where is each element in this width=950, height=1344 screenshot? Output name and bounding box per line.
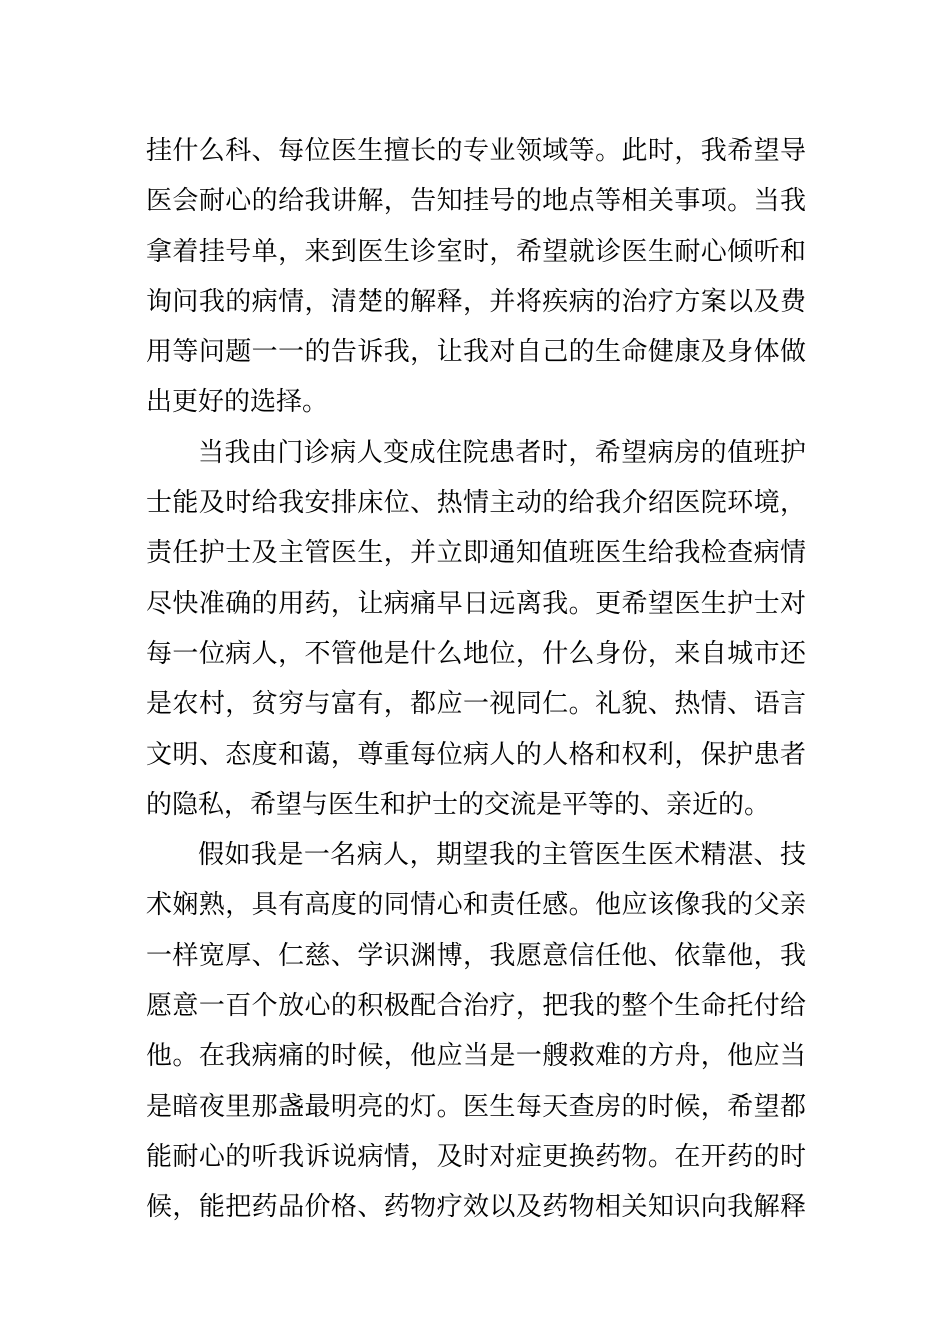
text-line: 询问我的病情，清楚的解释，并将疾病的治疗方案以及费 [146, 286, 806, 317]
text-line: 尽快准确的用药，让病痛早日远离我。更希望医生护士对 [146, 588, 806, 619]
text-line: 拿着挂号单，来到医生诊室时，希望就诊医生耐心倾听和 [146, 236, 806, 267]
text-line: 每一位病人，不管他是什么地位，什么身份，来自城市还 [146, 638, 806, 669]
text-line: 一样宽厚、仁慈、学识渊博，我愿意信任他、依靠他，我 [146, 940, 806, 971]
text-line: 的隐私，希望与医生和护士的交流是平等的、亲近的。 [146, 789, 771, 820]
paragraph-start-line: 假如我是一名病人，期望我的主管医生医术精湛、技 [198, 840, 806, 871]
text-line: 出更好的选择。 [146, 387, 329, 418]
text-line: 他。在我病痛的时候，他应当是一艘救难的方舟，他应当 [146, 1041, 806, 1072]
text-line: 用等问题一一的告诉我，让我对自己的生命健康及身体做 [146, 337, 806, 368]
text-line: 愿意一百个放心的积极配合治疗，把我的整个生命托付给 [146, 991, 806, 1022]
text-line: 候，能把药品价格、药物疗效以及药物相关知识向我解释 [146, 1192, 806, 1223]
paragraph-start-line: 当我由门诊病人变成住院患者时，希望病房的值班护 [198, 437, 806, 468]
text-line: 医会耐心的给我讲解，告知挂号的地点等相关事项。当我 [146, 186, 806, 217]
text-line: 士能及时给我安排床位、热情主动的给我介绍医院环境， [146, 488, 806, 519]
text-line: 责任护士及主管医生，并立即通知值班医生给我检查病情 [146, 538, 806, 569]
text-line: 是暗夜里那盏最明亮的灯。医生每天查房的时候，希望都 [146, 1091, 806, 1122]
text-line: 挂什么科、每位医生擅长的专业领域等。此时，我希望导 [146, 136, 806, 166]
text-line: 术娴熟，具有高度的同情心和责任感。他应该像我的父亲 [146, 890, 806, 921]
text-line: 文明、态度和蔼，尊重每位病人的人格和权利，保护患者 [146, 739, 806, 770]
text-line: 是农村，贫穷与富有，都应一视同仁。礼貌、热情、语言 [146, 689, 806, 720]
body-text [146, 126, 806, 1233]
text-line: 能耐心的听我诉说病情，及时对症更换药物。在开药的时 [146, 1141, 806, 1172]
